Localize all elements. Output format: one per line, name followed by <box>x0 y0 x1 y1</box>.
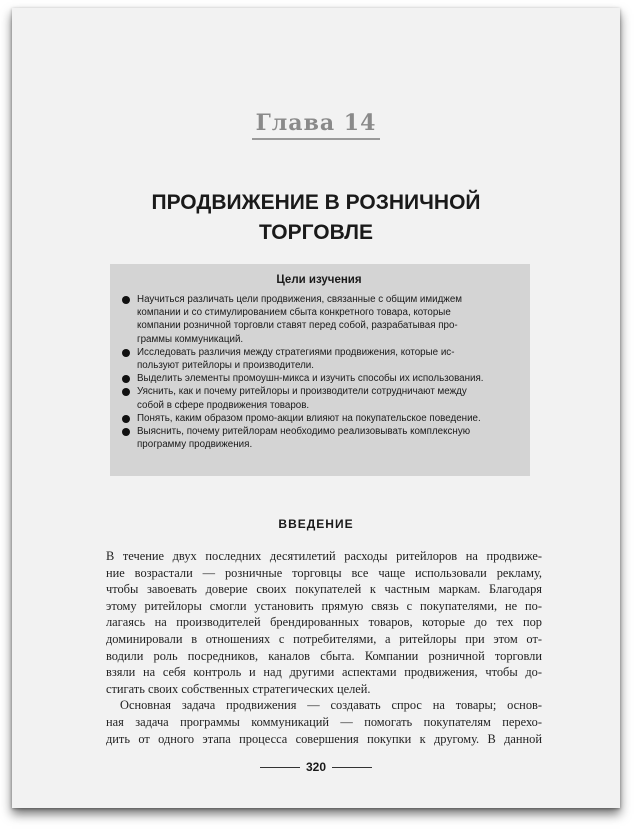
page-number <box>12 760 620 774</box>
body-line: ние возрастали — розничные торговцы все чаще использовали рекламу, <box>106 565 542 580</box>
body-line: взяли на себя контроль и над другими аспектами продвижения, чтобы до- <box>106 665 542 680</box>
chapter-label <box>12 110 620 140</box>
objective-item <box>122 425 516 451</box>
page-number-rule-right <box>332 767 372 768</box>
objective-line: Понять, каким образом промо-акции влияют на покупательское поведение. <box>137 412 481 424</box>
page-number-rule-left <box>260 767 300 768</box>
chapter-label-text: Глава 14 <box>252 110 381 140</box>
objective-line: собой в сфере продвижения товаров. <box>137 399 310 411</box>
body-line: В течение двух последних десятилетий расходы ритейлоров на продвиже- <box>106 549 542 563</box>
objective-item <box>122 372 516 385</box>
body-line: доминировали в отношениях с потребителями, а ритейлоры при этом от- <box>106 631 542 646</box>
body-line: водили роль посредников, каналов сбыта. Компании розничной торговли <box>106 648 542 663</box>
section-heading: ВВЕДЕНИЕ <box>278 517 354 531</box>
objective-line: компании и со стимулированием сбыта конкретного товара, которые <box>137 307 451 319</box>
bullet-icon <box>122 388 130 396</box>
objective-line: Уяснить, как и почему ритейлоры и производители сотрудничают между <box>137 386 467 398</box>
bullet-icon <box>122 349 130 357</box>
body-line: Основная задача продвижения — создавать спрос на товары; основ- <box>120 698 542 713</box>
objective-line: Выделить элементы промоушн-микса и изучить способы их использования. <box>137 373 484 385</box>
bullet-icon <box>122 415 130 423</box>
body-line: ная задача программы коммуникаций — помогать покупателям перехо- <box>106 714 542 729</box>
book-page <box>12 8 620 808</box>
body-line: чтобы завоевать доверие своих покупателей к частным маркам. Благодаря <box>106 582 542 597</box>
body-line: лагаясь на производителей брендированных товаров, которые до тех пор <box>106 615 542 630</box>
objective-line: Научиться различать цели продвижения, связанные с общим имиджем <box>137 294 463 305</box>
paragraph <box>106 697 542 747</box>
learning-objectives-box <box>110 264 530 476</box>
objective-line: Исследовать различия между стратегиями продвижения, которые ис- <box>137 346 455 358</box>
objective-item <box>122 293 516 346</box>
objective-item <box>122 346 516 372</box>
objectives-title: Цели изучения <box>276 274 362 286</box>
objective-line: программу продвижения. <box>137 439 253 451</box>
objective-line: граммы коммуникаций. <box>137 333 244 345</box>
chapter-title-line: ТОРГОВЛЕ <box>259 221 373 244</box>
bullet-icon <box>122 428 130 436</box>
paragraph <box>106 548 542 697</box>
chapter-title-line: ПРОДВИЖЕНИЕ В РОЗНИЧНОЙ <box>151 191 481 214</box>
objective-item <box>122 385 516 411</box>
bullet-icon <box>122 296 130 304</box>
objective-line: компании розничной торговли ставят перед собой, разрабатывая про- <box>137 320 458 332</box>
body-line: этому ритейлоры смогли установить прямую связь с покупателями, не по- <box>106 598 542 613</box>
objective-line: пользуют ритейлоры и производители. <box>137 360 314 372</box>
chapter-title <box>12 188 620 248</box>
body-line: дить от одного этапа процесса совершения покупки к другому. В данной <box>106 731 542 746</box>
objective-item <box>122 412 516 425</box>
body-line: стигать своих собственных стратегических целей. <box>106 681 371 696</box>
objectives-list <box>122 293 516 451</box>
page-number-text: 320 <box>305 760 327 774</box>
bullet-icon <box>122 375 130 383</box>
body-text <box>106 548 542 747</box>
objective-line: Выяснить, почему ритейлорам необходимо реализовывать комплексную <box>137 426 471 438</box>
